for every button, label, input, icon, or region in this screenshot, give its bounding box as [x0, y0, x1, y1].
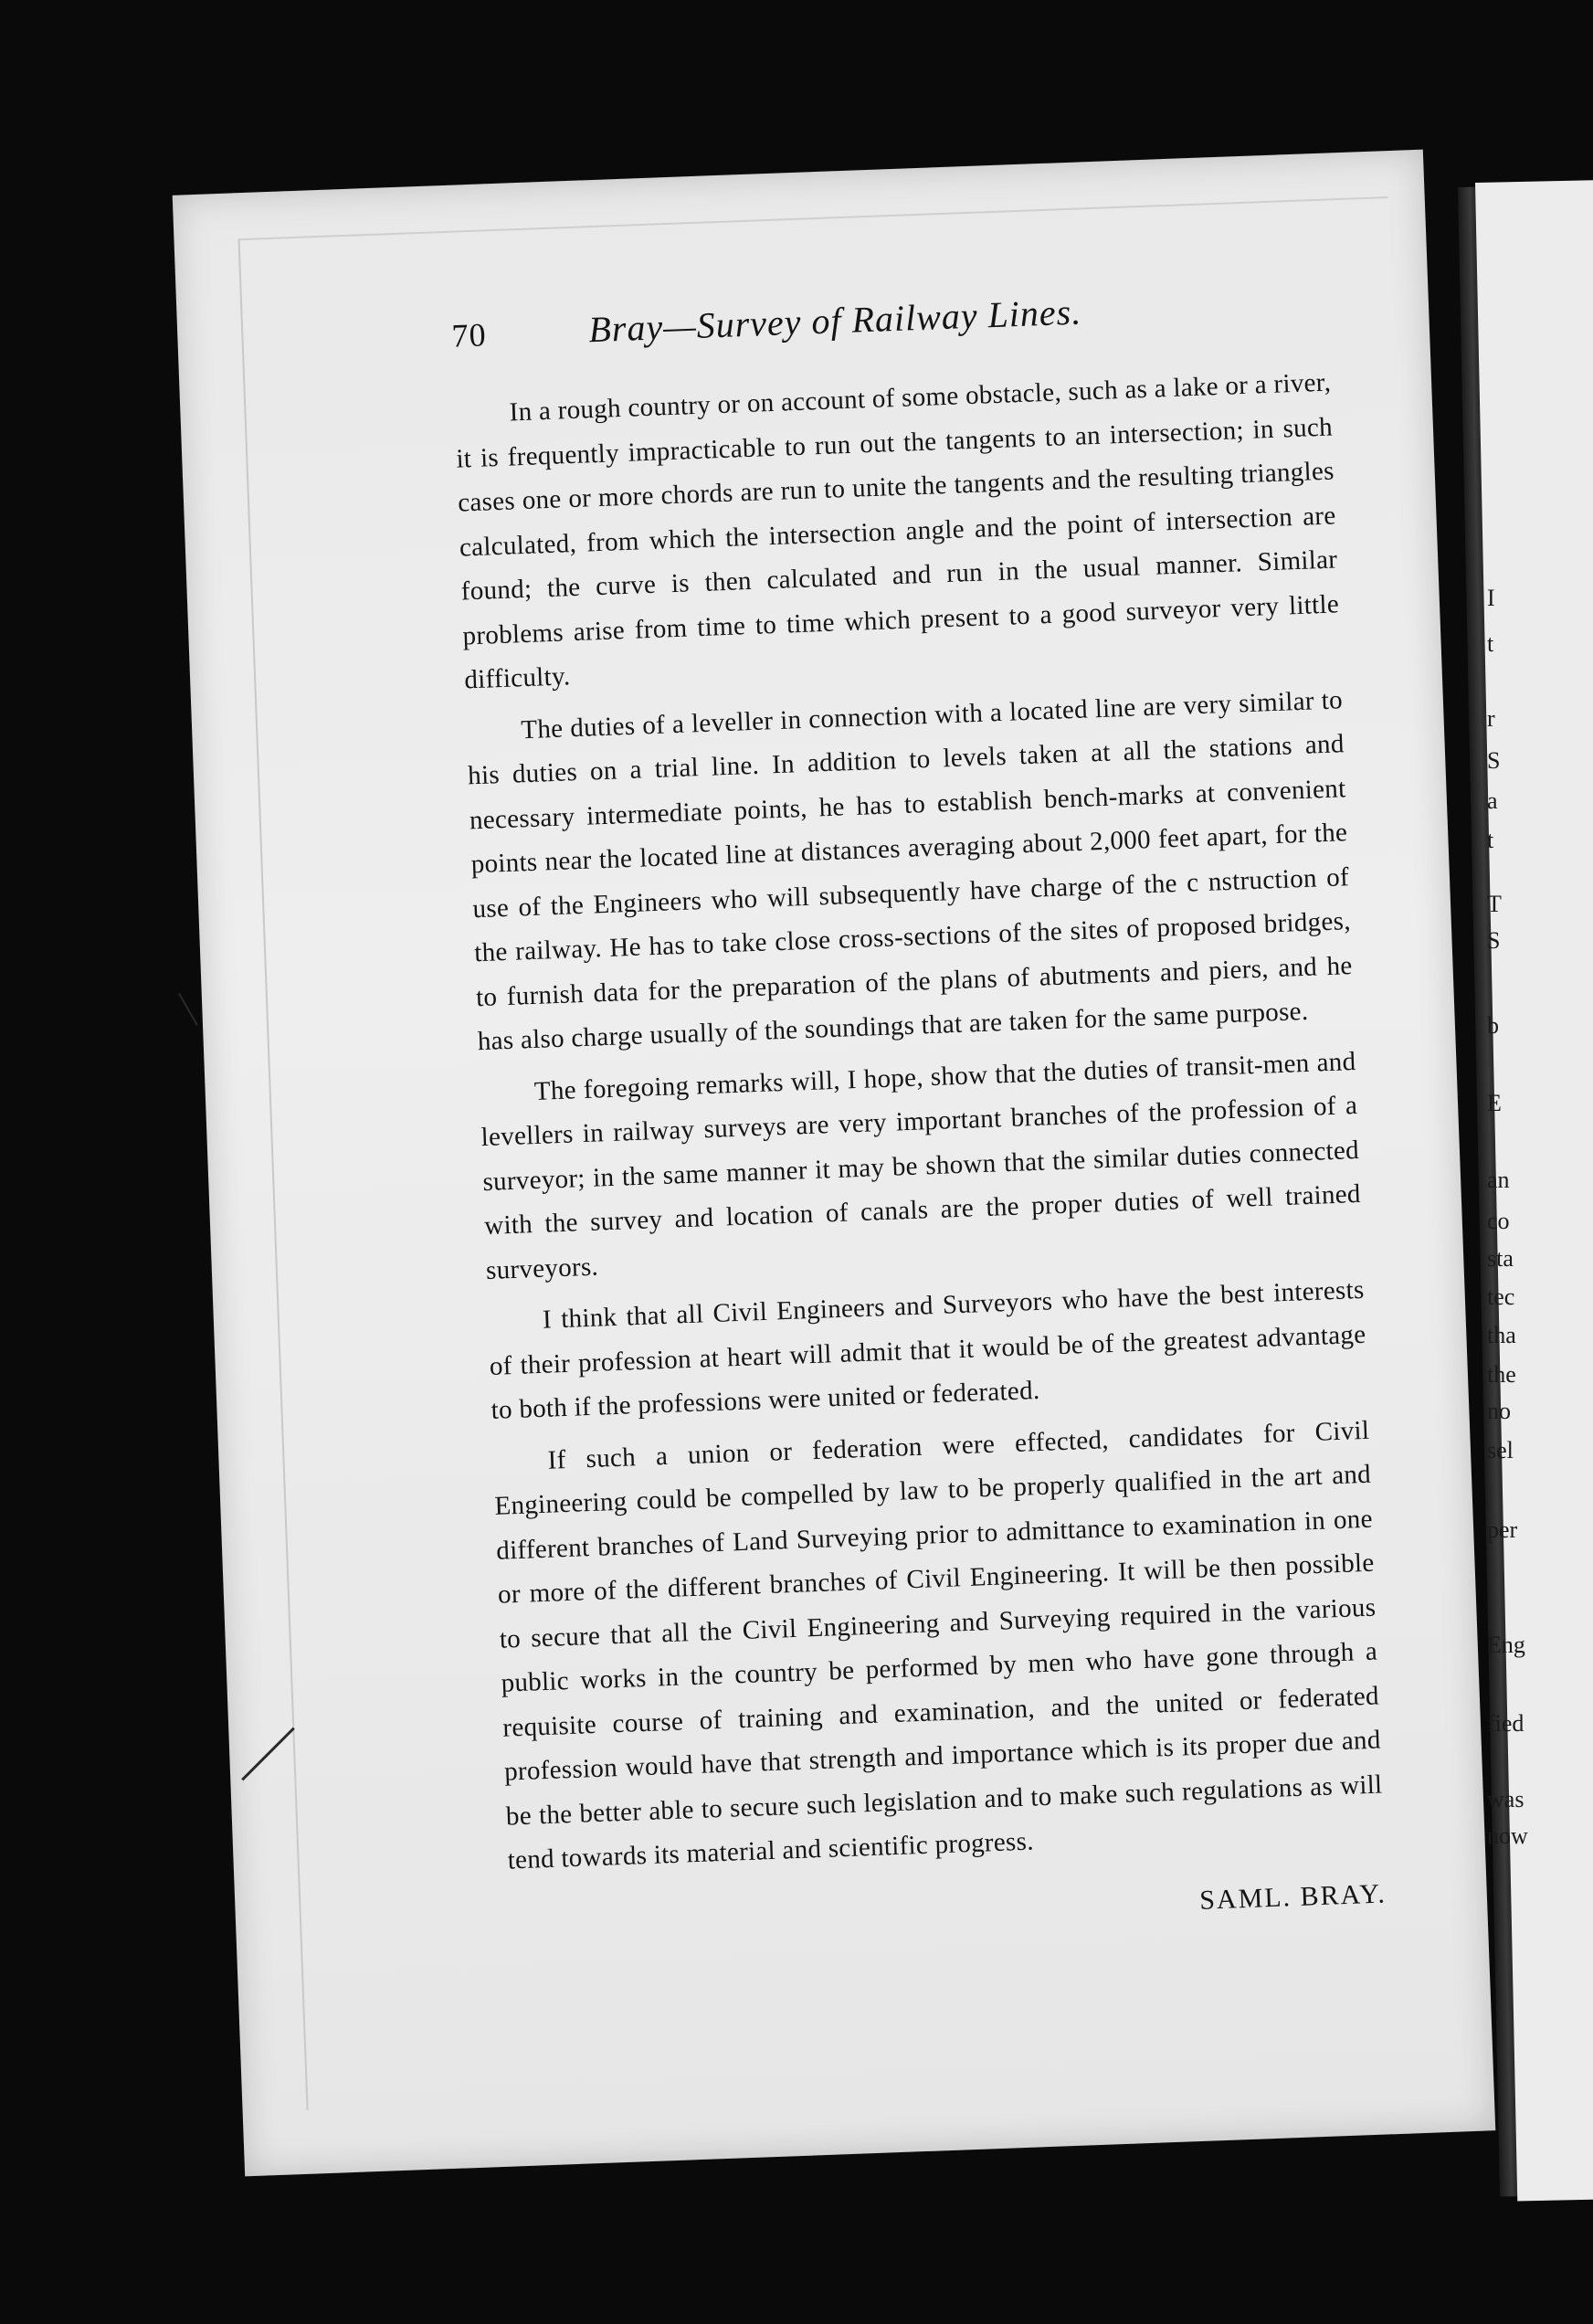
facing-page-edge-text	[1487, 0, 1593, 2324]
facing-fragment: co	[1487, 1208, 1510, 1234]
facing-fragment: fied	[1487, 1710, 1524, 1737]
facing-fragment: was	[1487, 1786, 1524, 1812]
facing-fragment: a	[1487, 787, 1498, 814]
facing-fragment: an	[1487, 1167, 1510, 1193]
facing-fragment: T	[1487, 891, 1502, 917]
facing-fragment: b	[1487, 1012, 1499, 1039]
running-title: Bray—Survey of Railway Lines.	[587, 290, 1082, 351]
page-text-block	[451, 281, 1387, 1941]
paragraph: The foregoing remarks will, I hope, show that the duties of transit-men and levellers in railway surveys are very important branches of the profession of a surveyor; in the same manner it may be shown that the similar duties connected with the survey and location of canals are the proper duties of well trained surveyors.	[480, 1046, 1362, 1285]
paragraph: In a rough country or on account of some obstacle, such as a lake or a river, it is frequently impracticable to run out the tangents to an intersection; in such cases one or more chords are run to unite the tangents and the resulting triangles calculated, from which the intersection angle and the point of intersection are found; the curve is then calculated and run in the usual manner. Similar problems arise from time to time which present to a good surveyor very little difficulty.	[455, 367, 1340, 695]
facing-fragment: now	[1487, 1822, 1528, 1849]
facing-fragment: r	[1487, 705, 1495, 732]
facing-fragment: tec	[1487, 1283, 1515, 1310]
facing-fragment: t	[1487, 827, 1494, 853]
facing-fragment: the	[1487, 1361, 1516, 1388]
facing-fragment: no	[1487, 1398, 1511, 1424]
facing-fragment: t	[1487, 630, 1494, 657]
page-number: 70	[450, 316, 488, 354]
facing-fragment: S	[1487, 927, 1501, 954]
facing-fragment: sel	[1487, 1437, 1514, 1463]
facing-fragment: Eng	[1487, 1632, 1525, 1658]
margin-scratch-mark	[178, 993, 198, 1026]
facing-fragment: per	[1487, 1516, 1518, 1543]
author-signature: SAML. BRAY.	[1198, 1877, 1387, 1916]
facing-fragment: E	[1487, 1090, 1502, 1116]
facing-fragment: sta	[1487, 1245, 1514, 1272]
facing-fragment: tha	[1487, 1322, 1516, 1348]
paragraph: If such a union or federation were effected, candidates for Civil Engineering could be compelled by law to be properly qualified in the art and different branches of Land Surveying prior to admittance to examination in one or more of the different branches of Civil Engineering. It will be then possible to secure that all the Civil Engineering and Surveying required in the various public works in the country be performed by men who have gone through a requisite course of training and examination, and the united or federated profession would have that strength and importance which is its proper due and be the better able to secure such legislation and to make such regulations as will tend towards its material and scientific progress.	[493, 1415, 1383, 1875]
book-page	[173, 150, 1496, 2177]
facing-fragment: I	[1487, 585, 1495, 611]
paragraph: The duties of a leveller in connection with a located line are very similar to his duties on a trial line. In addition to levels taken at all the stations and necessary intermediate points, he has to establish bench-marks at convenient points near the located line at distances averaging about 2,000 feet apart, for the use of the Engineers who will subsequently have charge of the c nstruction of the railway. He has to take close cross-sections of the sites of proposed bridges, to furnish data for the preparation of the plans of abutments and piers, and he has also charge usually of the soundings that are taken for the same purpose.	[467, 684, 1354, 1057]
paragraph: I think that all Civil Engineers and Surveyors who have the best interests of their profession at heart will admit that it would be of the greatest advantage to both if the professions were united or federated.	[489, 1274, 1366, 1425]
facing-fragment: S	[1487, 747, 1501, 774]
